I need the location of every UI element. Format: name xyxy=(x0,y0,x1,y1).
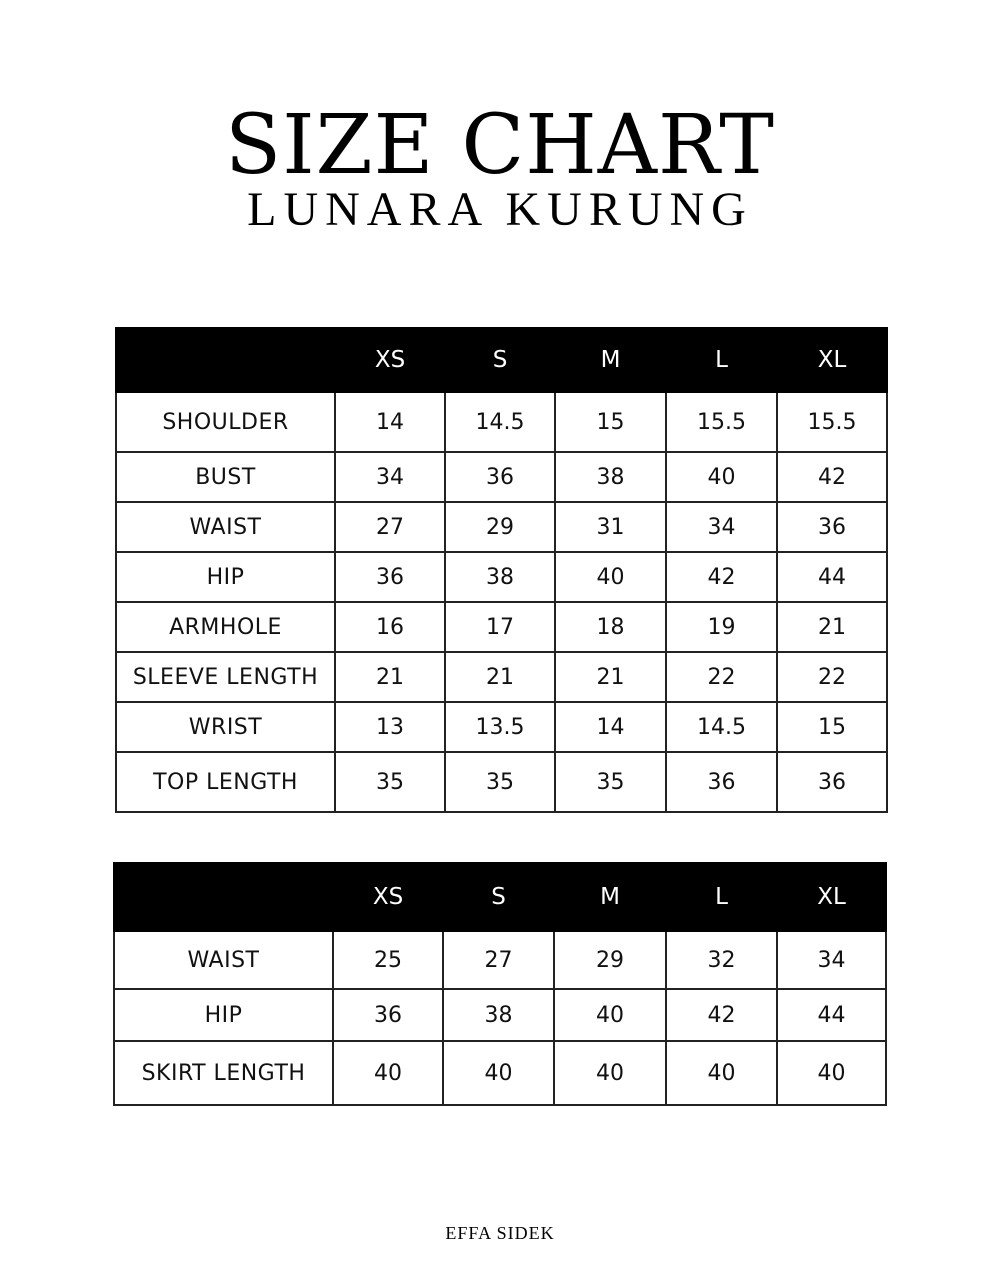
measurement-value: 14.5 xyxy=(445,392,555,452)
table-row xyxy=(116,702,887,752)
measurement-value: 36 xyxy=(335,552,445,602)
measurement-value: 36 xyxy=(777,502,887,552)
measurement-value: 40 xyxy=(443,1041,554,1105)
measurement-value: 31 xyxy=(555,502,666,552)
size-header-cell: XL xyxy=(777,328,887,392)
size-header-cell: M xyxy=(555,328,666,392)
size-header-cell: XL xyxy=(777,863,886,931)
size-header-cell: L xyxy=(666,863,777,931)
measurement-value: 36 xyxy=(333,989,443,1041)
table-row xyxy=(116,452,887,502)
measurement-value: 15 xyxy=(777,702,887,752)
measurement-value: 35 xyxy=(335,752,445,812)
measurement-label: SKIRT LENGTH xyxy=(114,1041,333,1105)
measurement-value: 16 xyxy=(335,602,445,652)
measurement-value: 36 xyxy=(666,752,777,812)
measurement-value: 14.5 xyxy=(666,702,777,752)
table-row xyxy=(116,392,887,452)
measurement-value: 34 xyxy=(335,452,445,502)
measurement-value: 15 xyxy=(555,392,666,452)
measurement-value: 25 xyxy=(333,931,443,989)
measurement-value: 21 xyxy=(335,652,445,702)
measurement-value: 15.5 xyxy=(666,392,777,452)
measurement-value: 27 xyxy=(443,931,554,989)
brand-name: EFFA SIDEK xyxy=(445,1223,555,1243)
measurement-label: TOP LENGTH xyxy=(116,752,335,812)
page-title: SIZE CHART xyxy=(225,98,775,193)
measurement-value: 40 xyxy=(555,552,666,602)
measurement-value: 42 xyxy=(666,989,777,1041)
table-row xyxy=(116,552,887,602)
page-subtitle: LUNARA KURUNG xyxy=(247,183,753,236)
measurement-label: BUST xyxy=(116,452,335,502)
measurement-label: HIP xyxy=(114,989,333,1041)
table-row xyxy=(116,502,887,552)
measurement-value: 22 xyxy=(777,652,887,702)
measurement-value: 13 xyxy=(335,702,445,752)
measurement-value: 17 xyxy=(445,602,555,652)
measurement-value: 14 xyxy=(555,702,666,752)
measurement-value: 38 xyxy=(445,552,555,602)
measurement-value: 36 xyxy=(777,752,887,812)
measurement-value: 40 xyxy=(666,452,777,502)
measurement-value: 36 xyxy=(445,452,555,502)
measurement-value: 35 xyxy=(445,752,555,812)
table-row xyxy=(116,602,887,652)
measurement-value: 21 xyxy=(445,652,555,702)
measurement-label: WRIST xyxy=(116,702,335,752)
table-row xyxy=(116,652,887,702)
measurement-label: ARMHOLE xyxy=(116,602,335,652)
header-blank-cell xyxy=(116,328,335,392)
measurement-value: 22 xyxy=(666,652,777,702)
table-row xyxy=(116,752,887,812)
measurement-value: 38 xyxy=(443,989,554,1041)
measurement-value: 40 xyxy=(554,989,666,1041)
measurement-value: 40 xyxy=(777,1041,886,1105)
table-row xyxy=(114,931,886,989)
measurement-value: 38 xyxy=(555,452,666,502)
top-size-table xyxy=(115,327,888,813)
measurement-label: WAIST xyxy=(114,931,333,989)
header-blank-cell xyxy=(114,863,333,931)
measurement-value: 44 xyxy=(777,552,887,602)
measurement-label: SHOULDER xyxy=(116,392,335,452)
measurement-value: 15.5 xyxy=(777,392,887,452)
table-row xyxy=(114,989,886,1041)
measurement-value: 42 xyxy=(666,552,777,602)
measurement-value: 34 xyxy=(777,931,886,989)
size-header-cell: S xyxy=(445,328,555,392)
measurement-value: 34 xyxy=(666,502,777,552)
size-header-cell: XS xyxy=(335,328,445,392)
size-header-cell: M xyxy=(554,863,666,931)
measurement-value: 42 xyxy=(777,452,887,502)
size-header-cell: S xyxy=(443,863,554,931)
table-row xyxy=(114,1041,886,1105)
measurement-value: 21 xyxy=(777,602,887,652)
size-header-cell: XS xyxy=(333,863,443,931)
size-header-row xyxy=(114,863,886,931)
measurement-value: 21 xyxy=(555,652,666,702)
measurement-label: HIP xyxy=(116,552,335,602)
size-header-row xyxy=(116,328,887,392)
measurement-value: 29 xyxy=(554,931,666,989)
size-header-cell: L xyxy=(666,328,777,392)
measurement-value: 44 xyxy=(777,989,886,1041)
measurement-value: 19 xyxy=(666,602,777,652)
measurement-value: 18 xyxy=(555,602,666,652)
measurement-value: 32 xyxy=(666,931,777,989)
measurement-value: 35 xyxy=(555,752,666,812)
measurement-value: 13.5 xyxy=(445,702,555,752)
measurement-value: 29 xyxy=(445,502,555,552)
measurement-value: 40 xyxy=(554,1041,666,1105)
measurement-value: 40 xyxy=(666,1041,777,1105)
measurement-value: 14 xyxy=(335,392,445,452)
bottom-size-table xyxy=(113,862,887,1106)
measurement-label: SLEEVE LENGTH xyxy=(116,652,335,702)
measurement-value: 40 xyxy=(333,1041,443,1105)
measurement-label: WAIST xyxy=(116,502,335,552)
measurement-value: 27 xyxy=(335,502,445,552)
